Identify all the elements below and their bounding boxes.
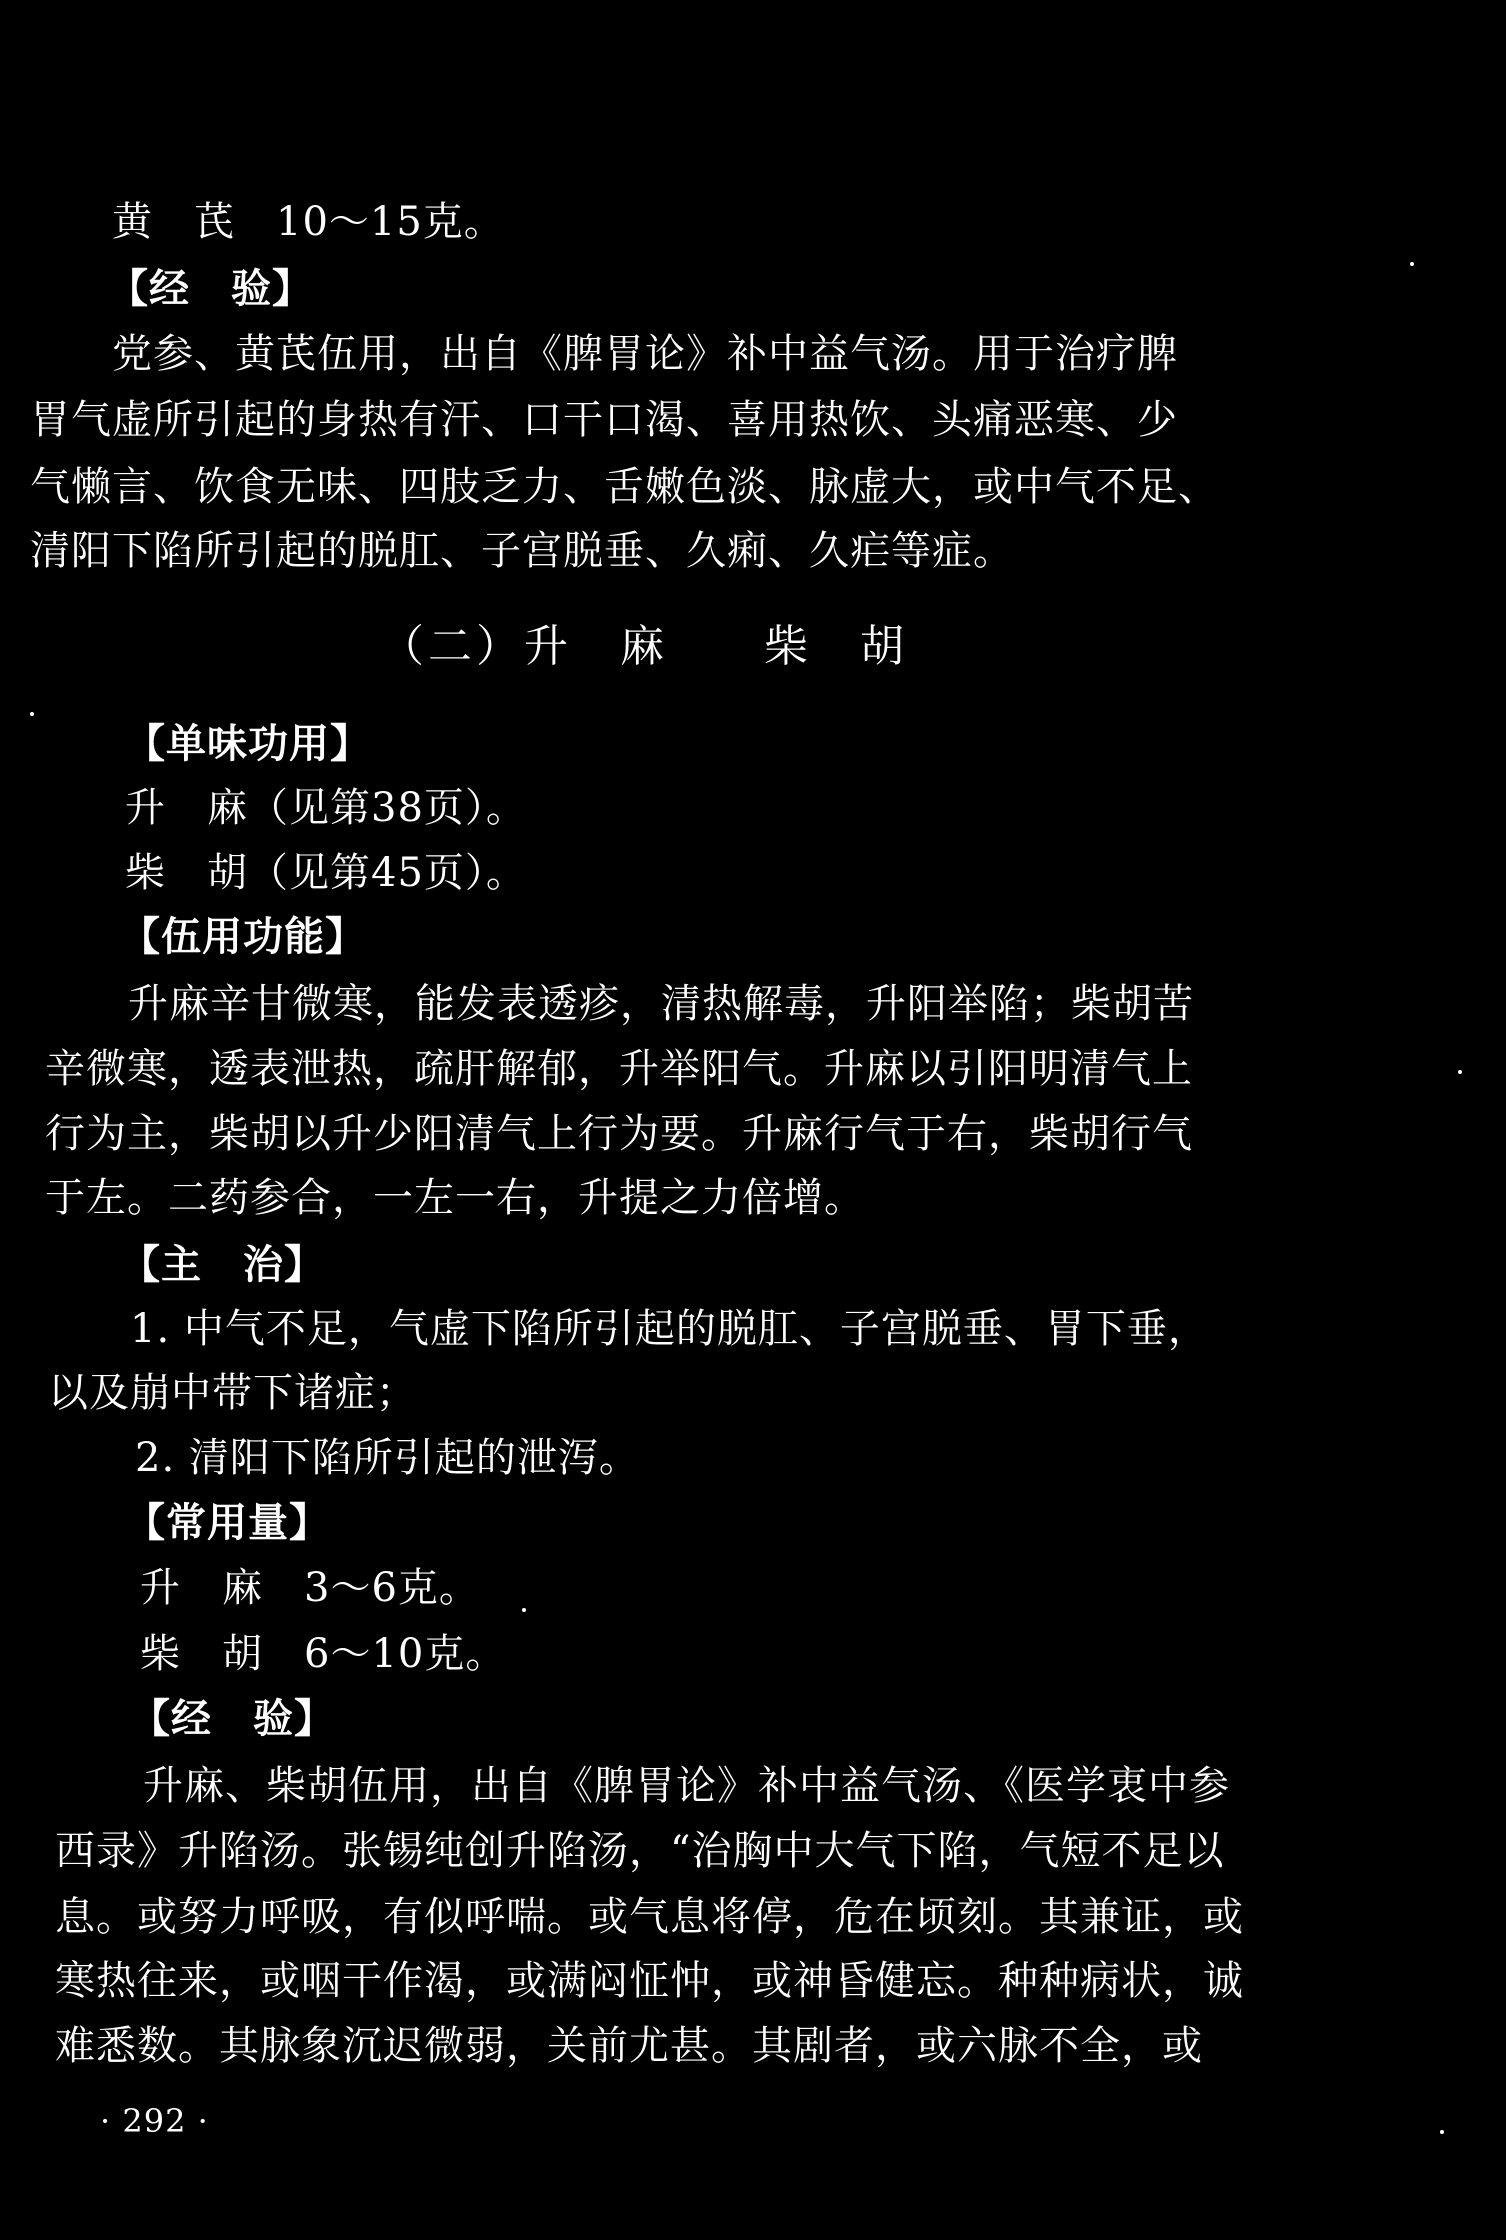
- paragraph-line: 辛微寒，透表泄热，疏肝解郁，升举阳气。升麻以引阳明清气上: [45, 1046, 1193, 1092]
- heading-experience-2: 【经 验】: [130, 1696, 335, 1742]
- paragraph-line: 于左。二药参合，一左一右，升提之力倍增。: [45, 1175, 865, 1221]
- heading-single-function: 【单味功用】: [125, 721, 371, 767]
- paragraph-line: 息。或努力呼吸，有似呼喘。或气息将停，危在顷刻。其兼证，或: [55, 1894, 1244, 1940]
- paragraph-line: 胃气虚所引起的身热有汗、口干口渴、喜用热饮、头痛恶寒、少: [30, 397, 1178, 443]
- heading-indication: 【主 治】: [120, 1242, 325, 1288]
- paragraph-line: 升麻辛甘微寒，能发表透疹，清热解毒，升阳举陷；柴胡苦: [128, 981, 1194, 1027]
- dosage-shengma: 升 麻 3～6克。: [140, 1565, 480, 1611]
- dosage-chaihu: 柴 胡 6～10克。: [140, 1631, 507, 1677]
- paragraph-line: 行为主，柴胡以升少阳清气上行为要。升麻行气于右，柴胡行气: [45, 1111, 1193, 1157]
- scan-speck: [522, 1608, 526, 1612]
- scan-speck: [30, 712, 34, 716]
- indication-item: 2. 清阳下陷所引起的泄泻。: [135, 1435, 640, 1481]
- dose-line-huangqi: 黄 芪 10～15克。: [112, 199, 505, 245]
- section-title: （二）升 麻 柴 胡: [380, 621, 908, 672]
- indication-item-cont: 以及崩中带下诸症；: [48, 1370, 417, 1416]
- single-item-chaihu: 柴 胡（见第45页）。: [125, 850, 527, 896]
- scan-speck: [1458, 1070, 1462, 1074]
- heading-combined-function: 【伍用功能】: [120, 914, 366, 960]
- paragraph-line: 升麻、柴胡伍用，出自《脾胃论》补中益气汤、《医学衷中参: [143, 1763, 1230, 1809]
- heading-experience-1: 【经 验】: [108, 266, 313, 312]
- indication-item: 1. 中气不足，气虚下陷所引起的脱肛、子宫脱垂、胃下垂，: [130, 1306, 1209, 1352]
- paragraph-line: 寒热往来，或咽干作渴，或满闷怔忡，或神昏健忘。种种病状，诚: [55, 1958, 1244, 2004]
- paragraph-line: 气懒言、饮食无味、四肢乏力、舌嫩色淡、脉虚大，或中气不足、: [30, 464, 1219, 510]
- heading-dosage: 【常用量】: [125, 1500, 330, 1546]
- paragraph-line: 西录》升陷汤。张锡纯创升陷汤，“治胸中大气下陷，气短不足以: [55, 1828, 1225, 1874]
- page-number: · 292 ·: [100, 2102, 209, 2140]
- scan-speck: [1410, 262, 1414, 266]
- paragraph-line: 难悉数。其脉象沉迟微弱，关前尤甚。其剧者，或六脉不全，或: [55, 2023, 1203, 2069]
- paragraph-line: 清阳下陷所引起的脱肛、子宫脱垂、久痢、久疟等症。: [30, 528, 1014, 574]
- scan-speck: [1440, 2130, 1444, 2134]
- paragraph-line: 党参、黄芪伍用，出自《脾胃论》补中益气汤。用于治疗脾: [112, 331, 1178, 377]
- single-item-shengma: 升 麻（见第38页）。: [125, 785, 527, 831]
